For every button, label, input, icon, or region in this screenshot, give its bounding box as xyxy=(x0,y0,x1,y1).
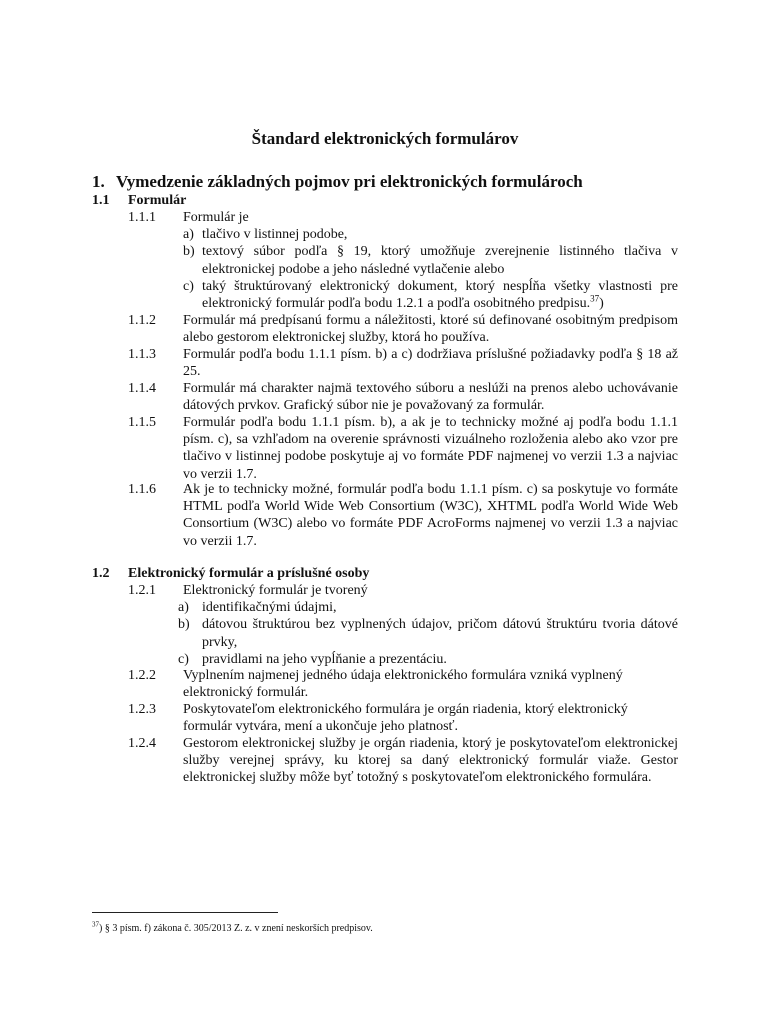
list-item-c: c) taký štruktúrovaný elektronický dokument, ktorý nespĺňa všetky vlastnosti pre elektronický formulár podľa bodu 1.2.1 a podľa osobitného predpisu.$^{37}$) xyxy=(183,278,678,312)
clause-text: Vyplnením najmenej jedného údaja elektronického formulára vzniká vyplnený elektronický formulár. xyxy=(183,668,623,701)
clause-number: 1.2.3 xyxy=(128,702,156,717)
clause-text: Formulár podľa bodu 1.1.1 písm. b), a ak je to technicky možné aj podľa bodu 1.1.1 písm. c), sa vzhľadom na overenie správnosti vizuálneho rozloženia alebo ako vzor pre tlačivo v listinnej podobe poskytuje aj vo formáte PDF najmenej vo verzii 1.3 a najviac vo verzii 1.7. xyxy=(183,415,678,482)
footnote xyxy=(92,922,373,935)
clause-text: Ak je to technicky možné, formulár podľa bodu 1.1.1 písm. c) sa poskytuje vo formáte HTML podľa World Wide Web Consortium (W3C), XHTML podľa World Wide Web Consortium (W3C) alebo vo formáte PDF AcroForms najmenej vo verzii 1.3 a najviac vo verzii 1.7. xyxy=(183,482,678,549)
subsection-title: Formulár xyxy=(128,193,187,208)
clause-number: 1.1.4 xyxy=(128,381,156,396)
list-item-b: b) dátovou štruktúrou bez vyplnených údajov, pričom dátovú štruktúru tvoria dátové prvky, xyxy=(178,617,678,650)
clause-text: Gestorom elektronickej služby je orgán riadenia, ktorý je poskytovateľom elektronickej služby verejnej správy, ku ktorej sa daný elektronický formulár viaže. Gestor elektronickej služby môže byť totožný s poskytovateľom elektronického formulára. xyxy=(183,736,678,786)
footnote-separator xyxy=(92,912,278,913)
subsection-number: 1.1 xyxy=(92,193,110,208)
clause-text: Formulár má predpísanú formu a náležitosti, ktoré sú definované osobitným predpisom alebo gestorom elektronickej služby, ktorá ho používa. xyxy=(183,313,678,346)
clause-1-2-3 xyxy=(128,701,678,735)
footnote-reference[interactable]: 37 xyxy=(590,293,600,304)
clause-1-1-1 xyxy=(128,209,678,312)
clause-text: Formulár podľa bodu 1.1.1 písm. b) a c) dodržiava príslušné požiadavky podľa § 18 až 25. xyxy=(183,347,678,380)
subsection-number: 1.2 xyxy=(92,566,110,581)
footnote-mark: 37 xyxy=(92,920,99,929)
clause-1-1-2 xyxy=(128,312,678,346)
list-item-c: c) pravidlami na jeho vypĺňanie a prezentáciu. xyxy=(178,651,447,667)
clause-1-1-4 xyxy=(128,380,678,414)
subsection-title: Elektronický formulár a príslušné osoby xyxy=(128,566,370,581)
clause-1-1-6 xyxy=(128,481,678,550)
clause-text: Poskytovateľom elektronického formulára je orgán riadenia, ktorý elektronický formulár vytvára, mení a ukončuje jeho platnosť. xyxy=(183,702,628,735)
clause-1-2-2 xyxy=(128,667,678,701)
list-item-a: a) tlačivo v listinnej podobe, xyxy=(183,227,348,243)
subsection-heading-1-2 xyxy=(92,565,369,582)
document-title: Štandard elektronických formulárov xyxy=(251,129,519,148)
clause-number: 1.2.2 xyxy=(128,668,156,683)
subsection-heading-1-1 xyxy=(92,192,186,209)
footnote-text: ) § 3 písm. f) zákona č. 305/2013 Z. z. v znení neskorších predpisov. xyxy=(99,923,373,934)
section-title: Vymedzenie základných pojmov pri elektronických formulároch xyxy=(116,172,583,191)
section-number: 1. xyxy=(92,172,105,191)
list-item-a: a) identifikačnými údajmi, xyxy=(178,600,337,616)
clause-number: 1.1.2 xyxy=(128,313,156,328)
clause-number: 1.1.5 xyxy=(128,415,156,430)
clause-1-1-3 xyxy=(128,346,678,380)
clause-1-2-1 xyxy=(128,582,678,668)
clause-number: 1.1.1 xyxy=(128,210,156,225)
clause-number: 1.1.3 xyxy=(128,347,156,362)
clause-number: 1.2.1 xyxy=(128,583,156,598)
clause-1-1-5 xyxy=(128,414,678,483)
section-heading-1 xyxy=(92,171,583,193)
clause-intro: Formulár je xyxy=(183,210,249,225)
clause-intro: Elektronický formulár je tvorený xyxy=(183,583,368,598)
clause-1-2-4 xyxy=(128,735,678,787)
list-item-b: b) textový súbor podľa § 19, ktorý umožňuje zverejnenie listinného tlačiva v elektronickej podobe a jeho následné vytlačenie alebo xyxy=(183,244,678,277)
clause-number: 1.2.4 xyxy=(128,736,156,751)
clause-text: Formulár má charakter najmä textového súboru a neslúži na prenos alebo uchovávanie dátových prvkov. Grafický súbor nie je považovaný za formulár. xyxy=(183,381,678,414)
clause-number: 1.1.6 xyxy=(128,482,156,497)
